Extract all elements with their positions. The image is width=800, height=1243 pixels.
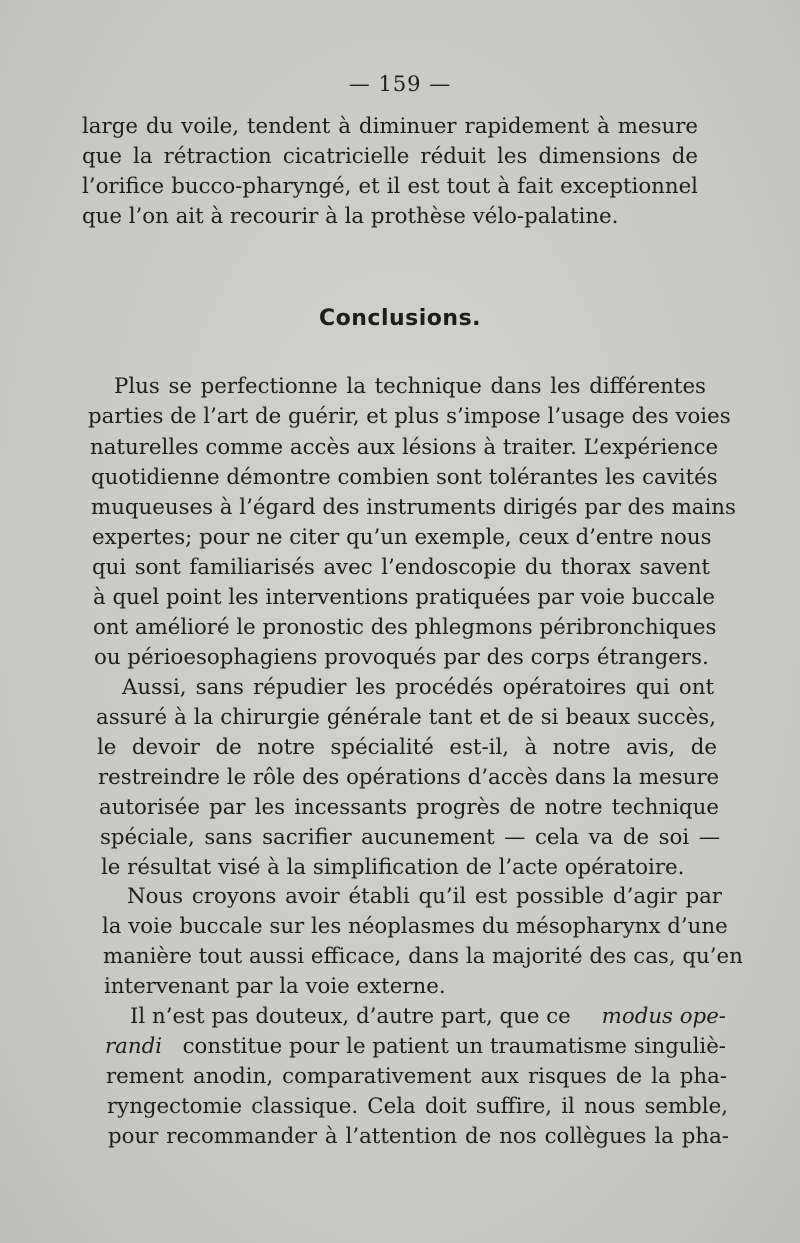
- text-line: large du voile, tendent à diminuer rapidement à mesure: [82, 114, 698, 139]
- text-line: [130, 1006, 726, 1027]
- text-line: la voie buccale sur les néoplasmes du mésopharynx d’une: [102, 914, 728, 939]
- text-line: le devoir de notre spécialité est-il, à notre avis, de: [97, 735, 717, 760]
- text-line: ryngectomie classique. Cela doit suffire, il nous semble,: [107, 1094, 728, 1119]
- text-line: que l’on ait à recourir à la prothèse vélo-palatine.: [82, 204, 619, 229]
- text-line: l’orifice bucco-pharyngé, et il est tout à fait exceptionnel: [82, 174, 698, 199]
- text-line: qui sont familiarisés avec l’endoscopie du thorax savent: [92, 555, 710, 580]
- text-line: assuré à la chirurgie générale tant et de si beaux succès,: [96, 705, 716, 730]
- text-line: ont amélioré le pronostic des phlegmons péribronchiques: [93, 615, 717, 640]
- text-line: Aussi, sans répudier les procédés opératoires qui ont: [122, 675, 714, 700]
- text-line: manière tout aussi efficace, dans la majorité des cas, qu’en: [103, 944, 743, 969]
- text-line: pour recommander à l’attention de nos collègues la pha-: [108, 1124, 729, 1149]
- text-line: parties de l’art de guérir, et plus s’impose l’usage des voies: [88, 404, 731, 429]
- text-line: que la rétraction cicatricielle réduit les dimensions de: [82, 144, 698, 169]
- text-line: à quel point les interventions pratiquées par voie buccale: [93, 585, 716, 610]
- section-heading: Conclusions.: [318, 306, 482, 331]
- text-line: rement anodin, comparativement aux risques de la pha-: [106, 1064, 727, 1089]
- text-line: [105, 1036, 726, 1057]
- text-line: Plus se perfectionne la technique dans les différentes: [114, 374, 706, 399]
- text-line: ou pério​esophagiens provoqués par des corps étrangers.: [94, 645, 709, 670]
- text-line: spéciale, sans sacrifier aucunement — cela va de soi —: [100, 825, 720, 850]
- text-line: muqueuses à l’égard des instruments dirigés par des mains: [91, 495, 736, 520]
- italic-term: modus ope-: [601, 1004, 726, 1029]
- text-line: expertes; pour ne citer qu’un exemple, ceux d’entre nous: [92, 525, 712, 550]
- text-line: Nous croyons avoir établi qu’il est possible d’agir par: [127, 884, 722, 909]
- italic-term: randi: [105, 1034, 163, 1059]
- text-line: restreindre le rôle des opérations d’accès dans la mesure: [98, 765, 720, 790]
- text-line: naturelles comme accès aux lésions à traiter. L’expérience: [90, 435, 719, 460]
- text-line: quotidienne démontre combien sont tolérantes les cavités: [91, 465, 718, 490]
- page-number: — 159 —: [348, 72, 452, 96]
- text-line: intervenant par la voie externe.: [104, 974, 446, 999]
- text-line: le résultat visé à la simplification de l’acte opératoire.: [101, 855, 685, 880]
- text-fragment: Il n’est pas douteux, d’autre part, que ce: [130, 1004, 571, 1029]
- text-line: autorisée par les incessants progrès de notre technique: [99, 795, 719, 820]
- text-fragment: constitue pour le patient un traumatisme singuliè-: [182, 1034, 726, 1059]
